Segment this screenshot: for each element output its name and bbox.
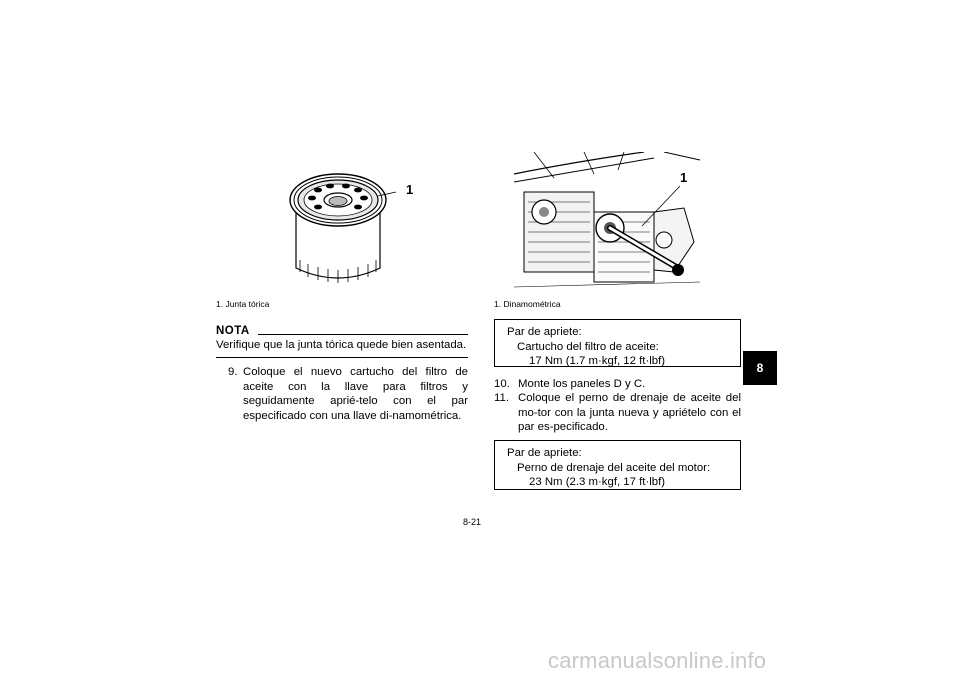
callout-number: 1	[680, 170, 688, 185]
engine-torque-wrench-illustration	[514, 152, 700, 298]
step-text: Monte los paneles D y C.	[518, 378, 646, 390]
step-text: Coloque el nuevo cartucho del filtro de aceite con la llave para filtros y seguidamente aprié-telo con el par especificado con una llave di-namométrica.	[243, 366, 468, 422]
watermark-text: carmanualsonline.info	[548, 648, 767, 673]
step-number: 10.	[494, 378, 510, 390]
spec-box	[494, 319, 741, 367]
engine-drawing	[514, 152, 700, 298]
chapter-tab: 8	[743, 351, 777, 385]
oil-filter-illustration	[278, 160, 398, 290]
nota-label: NOTA	[216, 325, 250, 337]
nota-text: Verifique que la junta tórica quede bien asentada.	[216, 339, 467, 351]
spec-title: Par de apriete:	[507, 447, 582, 459]
step-number: 11.	[494, 392, 509, 404]
oil-filter-drawing	[278, 160, 398, 290]
step-item	[228, 365, 468, 425]
spec-title: Par de apriete:	[507, 326, 582, 338]
step-text: Coloque el perno de drenaje de aceite del mo-tor con la junta nueva y apriételo con el par es-pecificado.	[518, 392, 741, 434]
nota-header	[216, 325, 468, 339]
spec-item: Cartucho del filtro de aceite:	[517, 340, 659, 353]
step-item	[494, 391, 741, 437]
callout-number: 1	[406, 182, 414, 197]
step-item	[494, 377, 741, 392]
spec-value: 23 Nm (2.3 m·kgf, 17 ft·lbf)	[529, 476, 666, 489]
spec-item: Perno de drenaje del aceite del motor:	[517, 461, 711, 474]
step-number: 9.	[228, 366, 238, 378]
page-number: 8-21	[463, 517, 482, 527]
spec-value: 17 Nm (1.7 m·kgf, 12 ft·lbf)	[529, 355, 666, 368]
figure-caption: 1. Dinamométrica	[494, 299, 561, 309]
spec-box	[494, 440, 741, 490]
figure-caption: 1. Junta tórica	[216, 299, 270, 309]
nota-rule	[258, 334, 468, 335]
nota-divider	[216, 357, 468, 358]
